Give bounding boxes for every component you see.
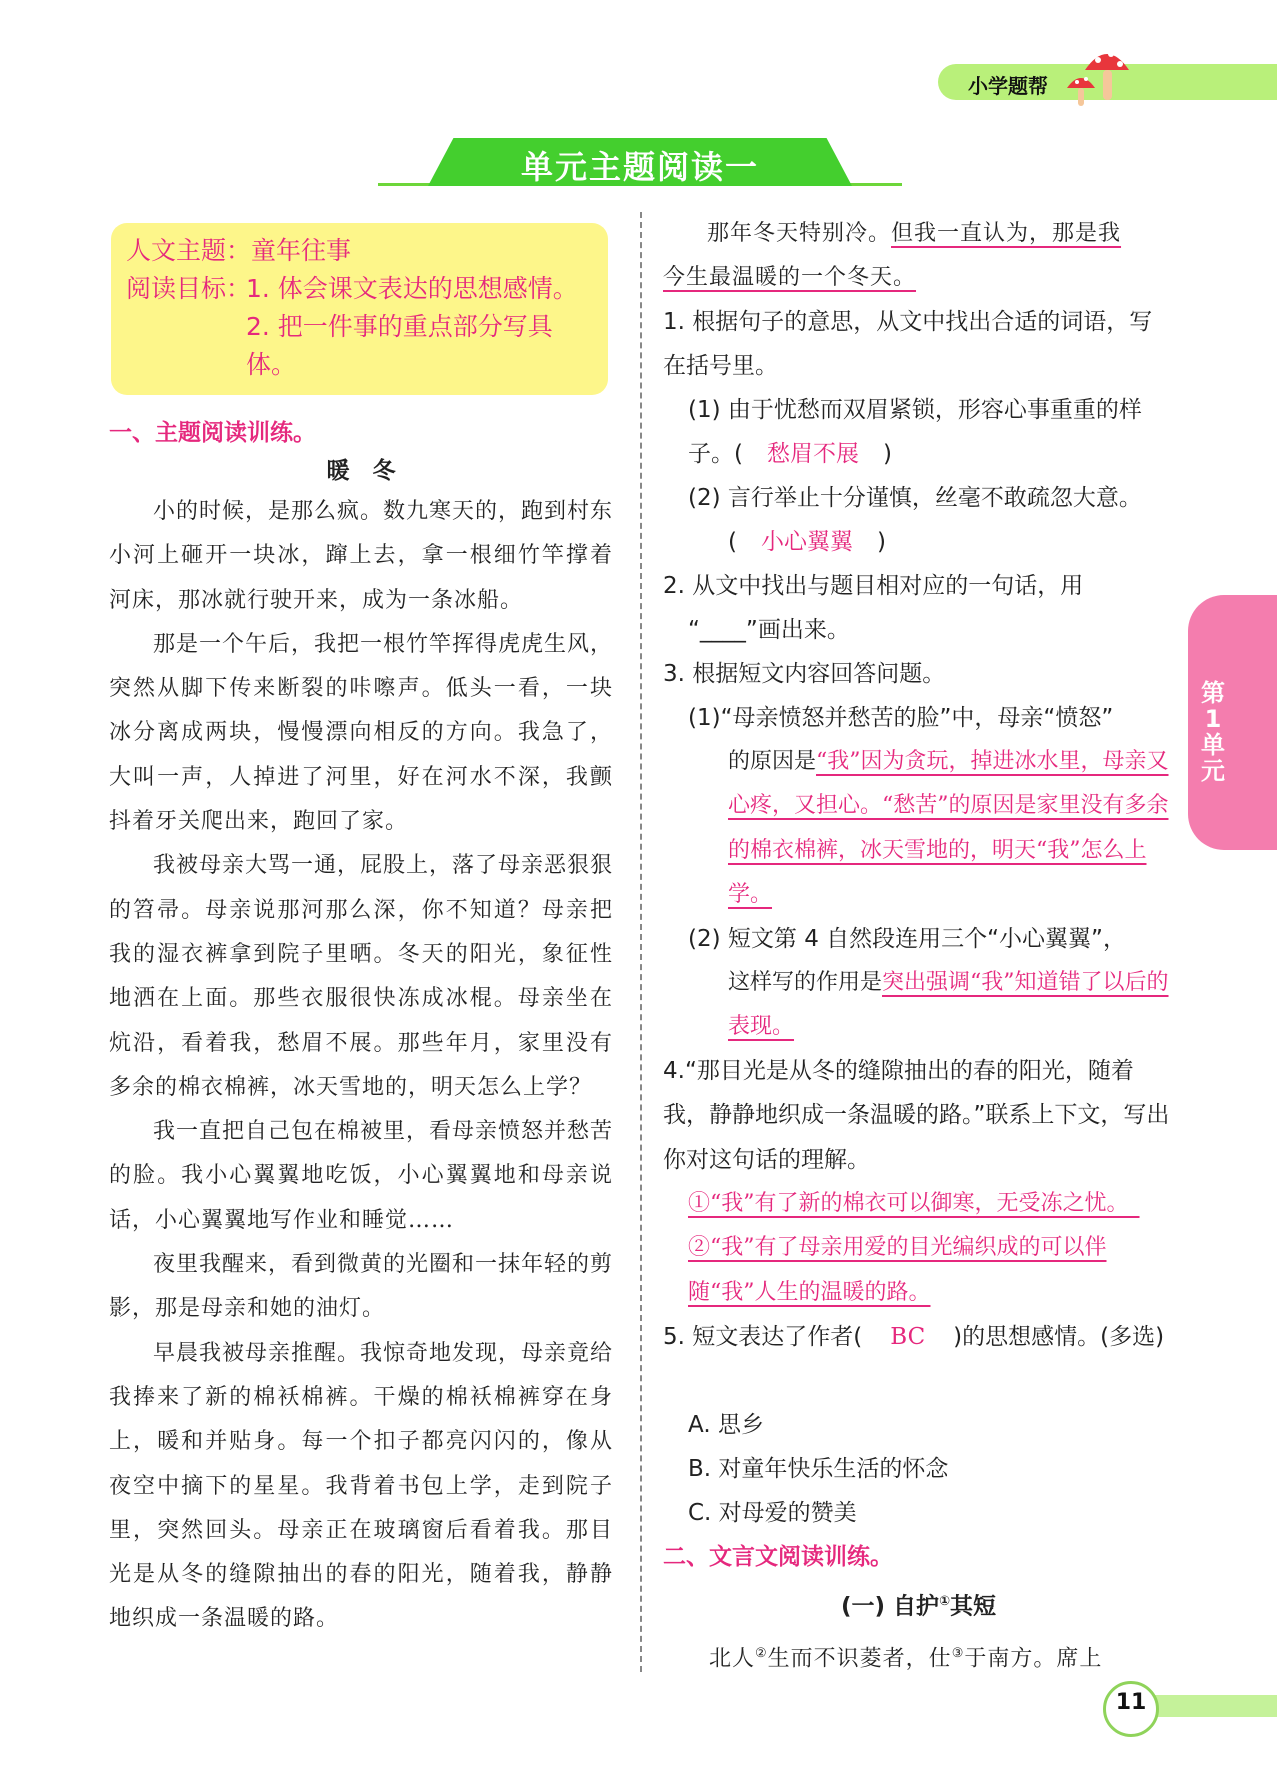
story-paragraph: 小的时候，是那么疯。数九寒天的，跑到村东小河上砸开一块冰，蹿上去，拿一根细竹竿撑着河床，那冰就行驶开来，成为一条冰船。 (109, 499, 614, 613)
question-1-2-answer-line (728, 520, 886, 564)
question-4: 4.“那目光是从冬的缝隙抽出的春的阳光，随着我，静静地织成一条温暖的路。”联系上下文，写出你对这句话的理解。 (663, 1058, 1170, 1173)
question-3: 3. 根据短文内容回答问题。 (663, 661, 946, 687)
question-3-1-answer-block (728, 740, 1174, 917)
classical-line-post: 于南方。席上 (964, 1646, 1103, 1672)
question-3-2-answer-block (728, 961, 1174, 1050)
story-paragraph: 我一直把自己包在棉被里，看母亲愤怒并愁苦的脸。我小心翼翼地吃饭，小心翼翼地和母亲说话，小心翼翼地写作业和睡觉…… (109, 1119, 614, 1233)
story-paragraph: 早晨我被母亲推醒。我惊奇地发现，母亲竟给我捧来了新的棉袄棉裤。干燥的棉袄棉裤穿在身上，暖和并贴身。每一个扣子都亮闪闪的，像从夜空中摘下的星星。我背着书包上学，走到院子里，突然回头。母亲正在玻璃窗后看着我。那目光是从冬的缝隙抽出的春的阳光，随着我，静静地织成一条温暖的路。 (109, 1340, 614, 1632)
option-b: B. 对童年快乐生活的怀念 (688, 1456, 949, 1482)
footnote-3: ③ (951, 1646, 965, 1661)
story-paragraph: 那是一个午后，我把一根竹竿挥得虎虎生风，突然从脚下传来断裂的咔嚓声。低头一看，一块冰分离成两块，慢慢漂向相反的方向。我急了，大叫一声，人掉进了河里，好在河水不深，我颤抖着牙关爬出来，跑回了家。 (109, 631, 614, 835)
section-heading-1: 一、主题阅读训练。 (109, 420, 316, 446)
page-number: 11 (1115, 1690, 1147, 1715)
classical-line-pre: 北人 (709, 1646, 756, 1672)
page-title: 单元主题阅读一 (520, 148, 759, 186)
answer-1-1: 愁眉不展 (766, 441, 859, 468)
option-a: A. 思乡 (688, 1412, 764, 1438)
mushroom-icon (1065, 40, 1145, 115)
classical-title-post: 其短 (950, 1593, 997, 1620)
goal-target-2: 2. 把一件事的重点部分写具体。 (246, 312, 553, 379)
question-1-1 (688, 388, 1174, 477)
classical-title-pre: (一) 自护 (840, 1593, 939, 1620)
column-divider (640, 212, 642, 1672)
option-c: C. 对母爱的赞美 (688, 1500, 857, 1526)
unit-label: 第1单元 (1201, 679, 1225, 785)
section-heading-2: 二、文言文阅读训练。 (663, 1544, 893, 1570)
question-3-1: (1)“母亲愤怒并愁苦的脸”中，母亲“愤怒” (688, 705, 1114, 731)
brand-name: 小学题帮 (968, 74, 1048, 98)
story-final-paragraph (663, 212, 1174, 301)
answer-4: ①“我”有了新的棉衣可以御寒，无受冻之忧。 ②“我”有了母亲用爱的目光编织成的可以伴随“我”人生的温暖的路。 (688, 1191, 1140, 1305)
answer-3-2: 突出强调“我”知道错了以后的表现。 (728, 970, 1169, 1040)
goal-target-1: 1. 体会课文表达的思想感情。 (246, 274, 578, 303)
answer-1-2: 小心翼翼 (760, 529, 853, 555)
close-paren: ) (882, 441, 892, 468)
final-underlined-a: 但我一直认为，那是我 (891, 221, 1122, 246)
story-paragraph: 我被母亲大骂一通，屁股上，落了母亲恶狠狠的笤帚。母亲说那河那么深，你不知道？母亲把我的湿衣裤拿到院子里晒。冬天的阳光，象征性地洒在上面。那些衣服很快冻成冰棍。母亲坐在炕沿，看着我，愁眉不展。那些年月，家里没有多余的棉衣棉裤，冰天雪地的，明天怎么上学？ (109, 853, 614, 1100)
answer-5: BC (890, 1324, 926, 1350)
goal-target-label: 阅读目标： (126, 274, 252, 303)
question-2: 2. 从文中找出与题目相对应的一句话，用 (663, 573, 1084, 599)
goal-theme: 人文主题：童年往事 (126, 236, 352, 265)
question-2-b: “____”画出来。 (688, 617, 850, 643)
question-5-tail: )的思想感情。(多选) (953, 1324, 1165, 1350)
story-title: 暖 冬 (326, 457, 396, 484)
classical-title (663, 1580, 1174, 1629)
classical-line-mid: 生而不识菱者，仕 (767, 1646, 952, 1672)
footnote-1: ① (939, 1594, 951, 1609)
question-3-2-lead: 这样写的作用是 (728, 970, 883, 995)
classical-first-line (709, 1632, 1174, 1682)
question-1: 1. 根据句子的意思，从文中找出合适的词语，写在括号里。 (663, 309, 1153, 380)
question-3-1-lead: 的原因是 (728, 749, 817, 774)
story-paragraph: 夜里我醒来，看到微黄的光圈和一抹年轻的剪影，那是母亲和她的油灯。 (109, 1252, 614, 1322)
question-1-1-text: (1) 由于忧愁而双眉紧锁，形容心事重重的样子。( (688, 397, 1142, 468)
close-paren: ) (876, 529, 886, 555)
story-body (109, 490, 613, 1642)
question-3-2: (2) 短文第 4 自然段连用三个“小心翼翼”， (688, 926, 1126, 952)
answer-3-1: “我”因为贪玩，掉进冰水里，母亲又心疼，又担心。“愁苦”的原因是家里没有多余的棉衣棉裤，冰天雪地的，明天“我”怎么上学。 (728, 749, 1169, 907)
question-5 (663, 1315, 1174, 1359)
question-5-text: 5. 短文表达了作者( (663, 1324, 863, 1350)
footnote-2: ② (755, 1646, 768, 1661)
question-1-2: (2) 言行举止十分谨慎，丝毫不敢疏忽大意。 (688, 485, 1142, 511)
final-underlined-b: 今生最温暖的一个冬天。 (663, 265, 917, 291)
final-plain: 那年冬天特别冷。 (707, 221, 892, 246)
open-paren: ( (728, 529, 737, 555)
page-number-bar (1145, 1695, 1277, 1717)
